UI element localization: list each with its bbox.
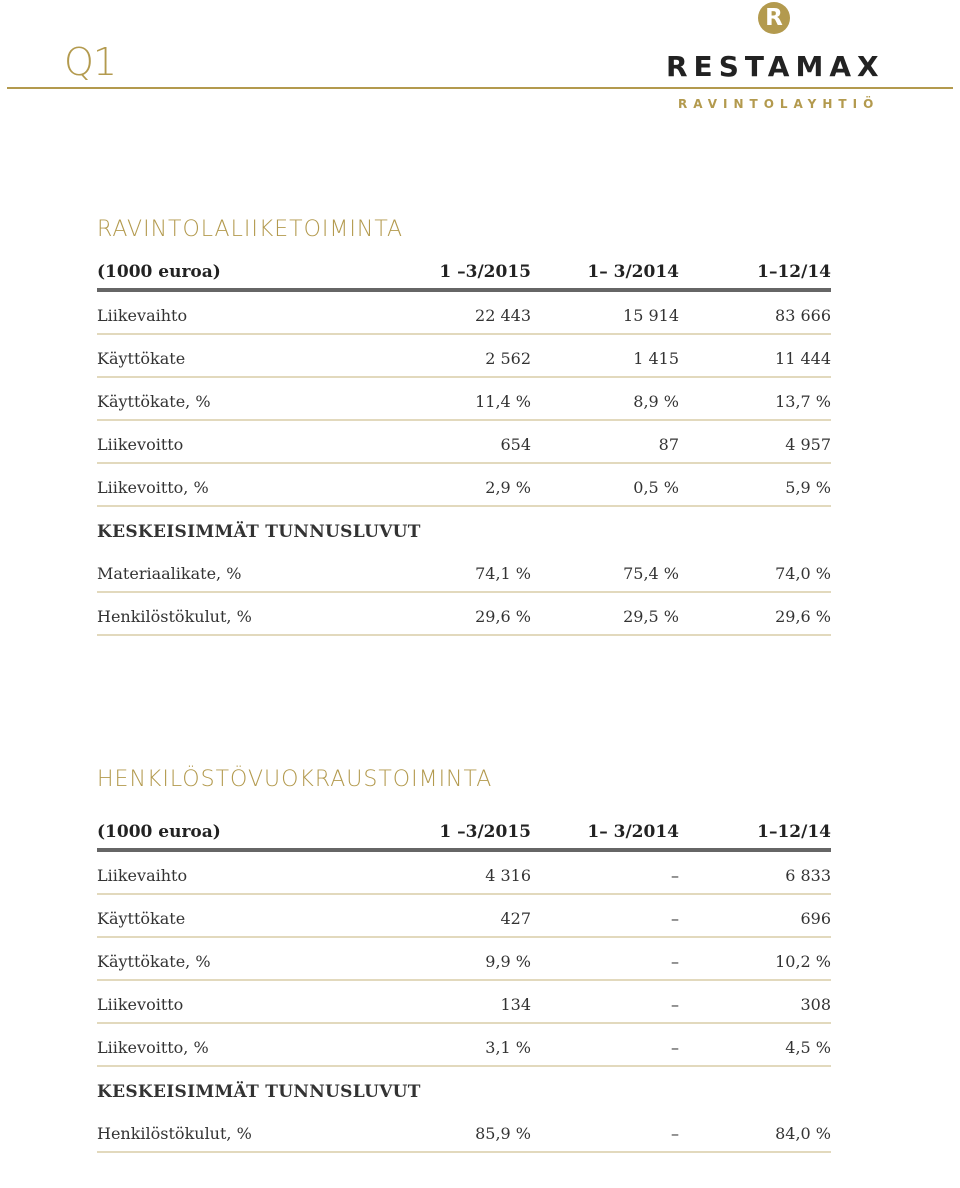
value-q1-2015: 22 443	[475, 306, 531, 325]
quarter-label: Q1	[64, 40, 117, 84]
column-header-unit: (1000 euroa)	[97, 822, 221, 842]
value-fy-2014: 4,5 %	[785, 1038, 831, 1057]
row-label: Käyttökate	[97, 349, 186, 368]
value-q1-2014: 29,5 %	[623, 607, 679, 626]
row-label: Liikevaihto	[97, 306, 188, 325]
value-fy-2014: 308	[800, 995, 831, 1014]
row-label: Liikevaihto	[97, 866, 188, 885]
table-row	[97, 981, 831, 1024]
logo-tagline: RAVINTOLAYHTIÖ	[678, 97, 880, 111]
table-row	[97, 550, 831, 593]
column-header-q1-2015: 1 –3/2015	[439, 822, 531, 842]
value-q1-2015: 2,9 %	[485, 478, 531, 497]
row-label: Käyttökate, %	[97, 952, 211, 971]
value-q1-2015: 29,6 %	[475, 607, 531, 626]
value-q1-2014: –	[671, 995, 679, 1014]
row-label: Käyttökate, %	[97, 392, 211, 411]
value-q1-2015: 85,9 %	[475, 1124, 531, 1143]
restaurant-table	[97, 262, 831, 636]
value-fy-2014: 5,9 %	[785, 478, 831, 497]
row-label: Käyttökate	[97, 909, 186, 928]
value-fy-2014: 74,0 %	[775, 564, 831, 583]
row-label: Liikevoitto, %	[97, 1038, 209, 1057]
table-row	[97, 464, 831, 507]
value-q1-2015: 134	[500, 995, 531, 1014]
table-row	[97, 852, 831, 895]
value-q1-2014: –	[671, 866, 679, 885]
row-label: Henkilöstökulut, %	[97, 1124, 252, 1143]
row-label: Liikevoitto, %	[97, 478, 209, 497]
table-row	[97, 378, 831, 421]
value-q1-2015: 2 562	[485, 349, 531, 368]
table-row	[97, 421, 831, 464]
column-header-q1-2015: 1 –3/2015	[439, 262, 531, 282]
table-row	[97, 895, 831, 938]
key-figures-heading: KESKEISIMMÄT TUNNUSLUVUT	[97, 522, 421, 542]
column-header-q1-2014: 1– 3/2014	[587, 262, 679, 282]
value-q1-2015: 74,1 %	[475, 564, 531, 583]
value-fy-2014: 84,0 %	[775, 1124, 831, 1143]
logo-name: RESTAMAX	[666, 50, 885, 83]
key-figures-heading-row	[97, 1067, 831, 1110]
restamax-logo	[666, 0, 888, 115]
value-q1-2014: 75,4 %	[623, 564, 679, 583]
value-fy-2014: 696	[800, 909, 831, 928]
row-label: Liikevoitto	[97, 995, 184, 1014]
staffing-table	[97, 822, 831, 1153]
table-row	[97, 938, 831, 981]
value-q1-2014: –	[671, 1038, 679, 1057]
value-q1-2015: 9,9 %	[485, 952, 531, 971]
column-header-fy-2014: 1–12/14	[757, 262, 831, 282]
value-fy-2014: 4 957	[785, 435, 831, 454]
table-row	[97, 1110, 831, 1153]
value-fy-2014: 11 444	[775, 349, 831, 368]
row-label: Henkilöstökulut, %	[97, 607, 252, 626]
value-q1-2015: 4 316	[485, 866, 531, 885]
table-row	[97, 1024, 831, 1067]
table-row	[97, 292, 831, 335]
table-row	[97, 593, 831, 636]
key-figures-heading-row	[97, 507, 831, 550]
value-q1-2015: 11,4 %	[475, 392, 531, 411]
value-q1-2014: 87	[658, 435, 679, 454]
logo-mark-icon: R	[758, 2, 790, 34]
section-title-staffing: HENKILÖSTÖVUOKRAUSTOIMINTA	[97, 767, 493, 792]
section-title-restaurant: RAVINTOLALIIKETOIMINTA	[97, 217, 404, 242]
value-fy-2014: 29,6 %	[775, 607, 831, 626]
value-q1-2014: 15 914	[623, 306, 679, 325]
value-q1-2014: –	[671, 1124, 679, 1143]
value-q1-2015: 427	[500, 909, 531, 928]
value-q1-2015: 3,1 %	[485, 1038, 531, 1057]
value-fy-2014: 6 833	[785, 866, 831, 885]
column-header-fy-2014: 1–12/14	[757, 822, 831, 842]
value-q1-2015: 654	[500, 435, 531, 454]
key-figures-heading: KESKEISIMMÄT TUNNUSLUVUT	[97, 1082, 421, 1102]
value-q1-2014: –	[671, 909, 679, 928]
value-fy-2014: 83 666	[775, 306, 831, 325]
table-header-row	[97, 262, 831, 292]
table-row	[97, 335, 831, 378]
value-q1-2014: 8,9 %	[633, 392, 679, 411]
value-q1-2014: 1 415	[633, 349, 679, 368]
row-label: Materiaalikate, %	[97, 564, 242, 583]
value-q1-2014: –	[671, 952, 679, 971]
table-header-row	[97, 822, 831, 852]
column-header-unit: (1000 euroa)	[97, 262, 221, 282]
value-fy-2014: 10,2 %	[775, 952, 831, 971]
column-header-q1-2014: 1– 3/2014	[587, 822, 679, 842]
value-fy-2014: 13,7 %	[775, 392, 831, 411]
value-q1-2014: 0,5 %	[633, 478, 679, 497]
row-label: Liikevoitto	[97, 435, 184, 454]
